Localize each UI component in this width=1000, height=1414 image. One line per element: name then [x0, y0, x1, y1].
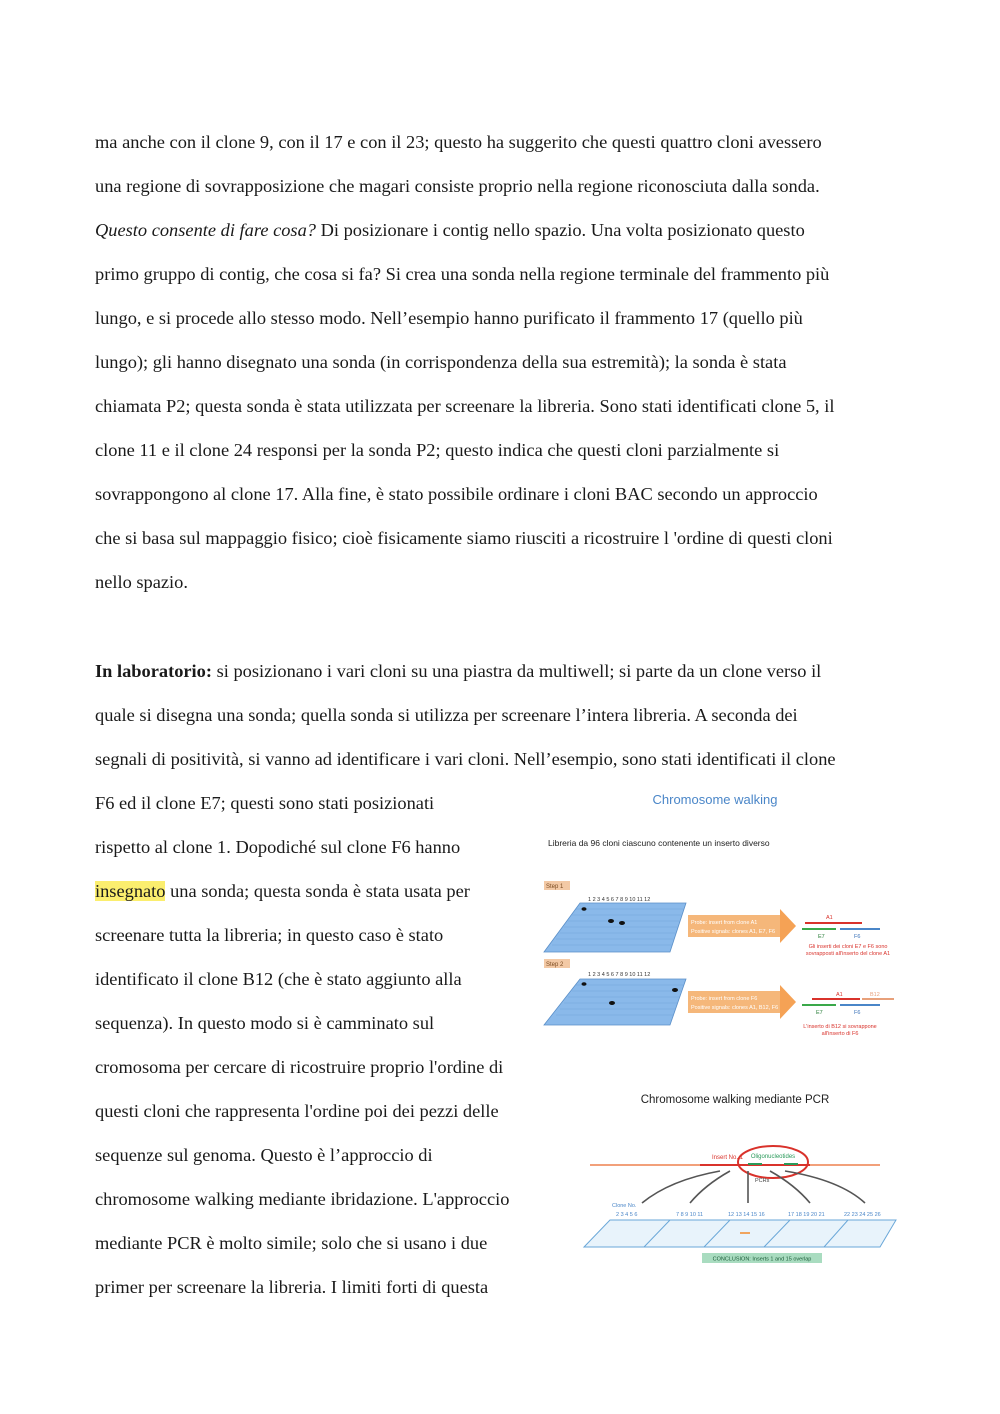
step2-caption: all'inserto di F6: [821, 1031, 859, 1037]
positive-signal-dot: [582, 982, 587, 986]
positive-signal-dot: [582, 907, 587, 911]
clone-numbers: 7 8 9 10 11: [676, 1212, 704, 1218]
text-line: primer per screenare la libreria. I limiti forti di questa: [95, 1277, 489, 1297]
plate-column-numbers: 1 2 3 4 5 6 7 8 9 10 11 12: [588, 972, 651, 978]
clone-numbers: 12 13 14 15 16: [728, 1212, 765, 1218]
text-line: identificato il clone B12 (che è stato aggiunto alla: [95, 969, 462, 989]
clone-label-e7: E7: [818, 934, 825, 940]
text-line: lungo, e si procede allo stesso modo. Nell’esempio hanno purificato il frammento 17 (quello più: [95, 308, 803, 328]
step2-caption: L'inserto di B12 si sovrappone: [803, 1024, 877, 1030]
clone-numbers: 2 3 4 5 6: [616, 1212, 638, 1218]
signals-label: Positive signals: clones A1, B12, F6: [691, 1005, 779, 1011]
text-line: nello spazio.: [95, 572, 188, 592]
conclusion-label: CONCLUSION: Inserts 1 and 15 overlap: [712, 1256, 812, 1263]
text-line: che si basa sul mappaggio fisico; cioè fisicamente siamo riusciti a ricostruire l 'ordine di questi cloni: [95, 528, 833, 548]
pcr-walking-figure: [580, 1085, 900, 1270]
probe-label: Probe: insert from clone F6: [691, 996, 758, 1002]
text-span: una sonda; questa sonda è stata usata per: [165, 881, 470, 901]
text-line: clone 11 e il clone 24 responsi per la sonda P2; questo indica che questi cloni parzialmente si: [95, 440, 780, 460]
clone-numbers: 22 23 24 25 26: [844, 1212, 881, 1218]
signals-label: Positive signals: clones A1, E7, F6: [691, 929, 776, 935]
clone-label-a1: A1: [836, 992, 843, 998]
pcrs-label: PCRs: [755, 1178, 770, 1184]
text-line: segnali di positività, si vanno ad identificare i vari cloni. Nell’esempio, sono stati identificati il clone: [95, 749, 836, 769]
multiwell-plate: [544, 903, 686, 952]
positive-signal-dot: [609, 1001, 615, 1005]
clone-label-a1: A1: [826, 915, 833, 921]
clone-label: Clone No.: [612, 1203, 637, 1209]
probe-label: Probe: insert from clone A1: [691, 920, 758, 926]
step1-caption: sovrapposti all'inserto del clone A1: [805, 951, 891, 957]
text-line: rispetto al clone 1. Dopodiché sul clone F6 hanno: [95, 837, 461, 857]
text-line: [95, 879, 470, 903]
text-line: F6 ed il clone E7; questi sono stati posizionati: [95, 793, 435, 813]
text-line: screenare tutta la libreria; in questo caso è stato: [95, 925, 444, 945]
text-line: [95, 218, 805, 242]
text-line: primo gruppo di contig, che cosa si fa? Si crea una sonda nella regione terminale del frammento più: [95, 264, 830, 284]
positive-signal-dot: [619, 921, 625, 925]
text-line: una regione di sovrapposizione che magari consiste proprio nella regione riconosciuta dalla sonda.: [95, 176, 820, 196]
figure-title: Chromosome walking mediante PCR: [640, 1094, 830, 1106]
text-line: questi cloni che rappresenta l'ordine poi dei pezzi delle: [95, 1101, 499, 1121]
text-line: lungo); gli hanno disegnato una sonda (in corrispondenza della sua estremità); la sonda è stata: [95, 352, 787, 372]
text-line: sequenze sul genoma. Questo è l’approccio di: [95, 1145, 433, 1165]
italic-question: Questo consente di fare cosa?: [95, 220, 316, 240]
arrow-icon: [780, 985, 796, 1019]
text-line: ma anche con il clone 9, con il 17 e con il 23; questo ha suggerito che questi quattro cloni avessero: [95, 132, 822, 152]
plate-column-numbers: 1 2 3 4 5 6 7 8 9 10 11 12: [588, 897, 651, 903]
text-span: si posizionano i vari cloni su una piastra da multiwell; si parte da un clone verso il: [211, 661, 822, 681]
positive-signal-dot: [672, 988, 678, 992]
positive-signal-dot: [608, 919, 614, 923]
bold-lead: In laboratorio:: [95, 661, 212, 681]
chromosome-walking-figure: [540, 785, 910, 1045]
multiwell-plate: [544, 979, 686, 1025]
clone-label-b12: B12: [870, 992, 880, 998]
text-line: quale si disegna una sonda; quella sonda si utilizza per screenare l’intera libreria. A seconda dei: [95, 705, 798, 725]
oligo-label: Oligonucleotides: [750, 1154, 796, 1160]
text-line: chromosome walking mediante ibridazione. L'approccio: [95, 1189, 510, 1209]
text-line: [95, 659, 821, 683]
figure-title: Chromosome walking: [652, 792, 778, 807]
insert-label: Insert No. 1: [712, 1155, 744, 1161]
highlighted-word: insegnato: [95, 881, 166, 901]
step-label: Step 1: [546, 884, 564, 890]
text-line: sovrappongono al clone 17. Alla fine, è stato possibile ordinare i cloni BAC secondo un approccio: [95, 484, 818, 504]
text-line: chiamata P2; questa sonda è stata utilizzata per screenare la libreria. Sono stati identificati clone 5, il: [95, 396, 835, 416]
text-line: mediante PCR è molto simile; solo che si usano i due: [95, 1233, 488, 1253]
clone-label-f6: F6: [854, 934, 861, 940]
step1-caption: Gli inserti dei cloni E7 e F6 sono: [808, 944, 888, 950]
clone-label-f6: F6: [854, 1010, 861, 1016]
step-label: Step 2: [546, 962, 564, 968]
text-line: sequenza). In questo modo si è camminato sul: [95, 1013, 435, 1033]
clone-numbers: 17 18 19 20 21: [788, 1212, 825, 1218]
clone-label-e7: E7: [816, 1010, 823, 1016]
figure-subtitle: Libreria da 96 cloni ciascuno contenente un inserto diverso: [548, 838, 770, 848]
text-span: Di posizionare i contig nello spazio. Una volta posizionato questo: [315, 220, 805, 240]
text-line: cromosoma per cercare di ricostruire proprio l'ordine di: [95, 1057, 504, 1077]
arrow-icon: [780, 909, 796, 943]
